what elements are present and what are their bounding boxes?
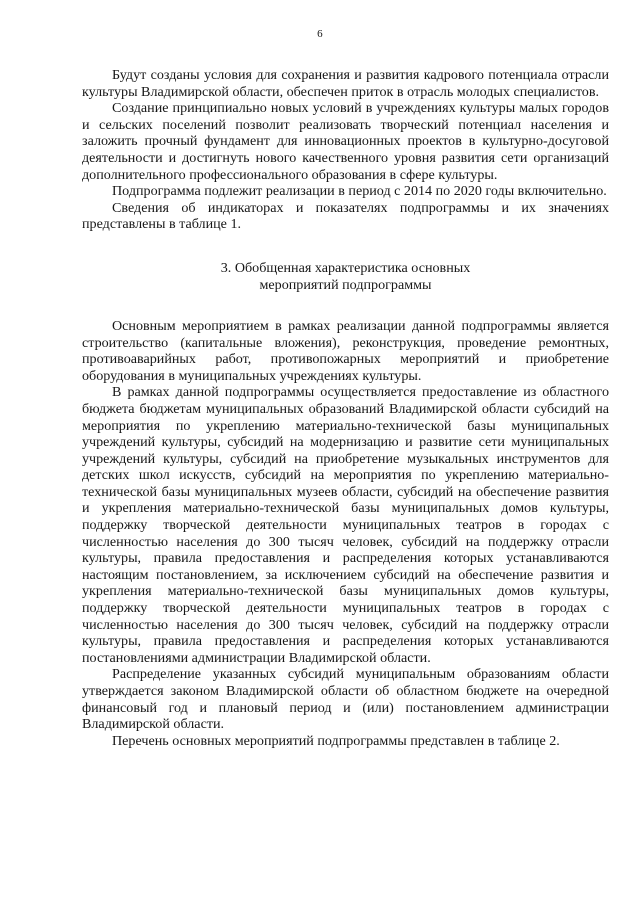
section-heading xyxy=(82,260,609,294)
page-number: 6 xyxy=(317,28,323,40)
paragraph-period: Подпрограмма подлежит реализации в период с 2014 по 2020 годы включительно. xyxy=(112,183,607,200)
paragraph-new-conditions: Создание принципиально новых условий в учреждениях культуры малых городов и сельских поселений позволит реализовать творческий потенциал населения и заложить прочный фундамент для инновационных проектов в культурно-досуговой деятельности и достигнуть нового качественного уровня развития сети организаций дополнительного профессионального образования в сфере культуры. xyxy=(82,100,609,183)
paragraph-activities-list: Перечень основных мероприятий подпрограммы представлен в таблице 2. xyxy=(112,732,560,749)
document-body xyxy=(82,67,609,749)
paragraph-personnel: Будут созданы условия для сохранения и развития кадрового потенциала отрасли культуры Владимирской области, обеспечен приток в отрасль молодых специалистов. xyxy=(82,67,609,100)
paragraph-distribution: Распределение указанных субсидий муниципальным образованиям области утверждается законом Владимирской области об областном бюджете на очередной финансовый год и плановый период и (или) постановлением администрации Владимирской области. xyxy=(82,666,609,733)
section-heading-line-1: 3. Обобщенная характеристика основных xyxy=(220,259,471,276)
paragraph-indicators: Сведения об индикаторах и показателях подпрограммы и их значениях представлены в таблице 1. xyxy=(82,199,609,233)
paragraph-main-activity: Основным мероприятием в рамках реализации данной подпрограммы является строительство (капитальные вложения), реконструкция, проведение ремонтных, противоаварийных работ, противопожарных мероприятий и приобретение оборудования в муниципальных учреждениях культуры. xyxy=(82,317,609,384)
paragraph-subsidies: В рамках данной подпрограммы осуществляется предоставление из областного бюджета бюджетам муниципальных образований Владимирской области субсидий на мероприятия по укреплению материально-технической базы муниципальных учреждений культуры, субсидий на модернизацию и развитие сети муниципальных учреждений культуры, субсидий на приобретение музыкальных инструментов для детских школ искусств, субсидий на мероприятия по укреплению материально-технической базы муниципальных музеев области, субсидий на обеспечение развития и укрепления материально-технической базы муниципальных домов культуры, поддержку творческой деятельности муниципальных театров в городах с численностью населения до 300 тысяч человек, субсидий на поддержку отрасли культуры, правила предоставления и распределения которых устанавливаются настоящим постановлением, за исключением субсидий на обеспечение развития и укрепления материально-технической базы муниципальных домов культуры, поддержку творческой деятельности муниципальных театров в городах с численностью населения до 300 тысяч человек, субсидий на поддержку отрасли культуры, правила предоставления и распределения которых устанавливаются постановлениями администрации Владимирской области. xyxy=(82,384,609,666)
section-heading-line-2: мероприятий подпрограммы xyxy=(259,276,432,293)
